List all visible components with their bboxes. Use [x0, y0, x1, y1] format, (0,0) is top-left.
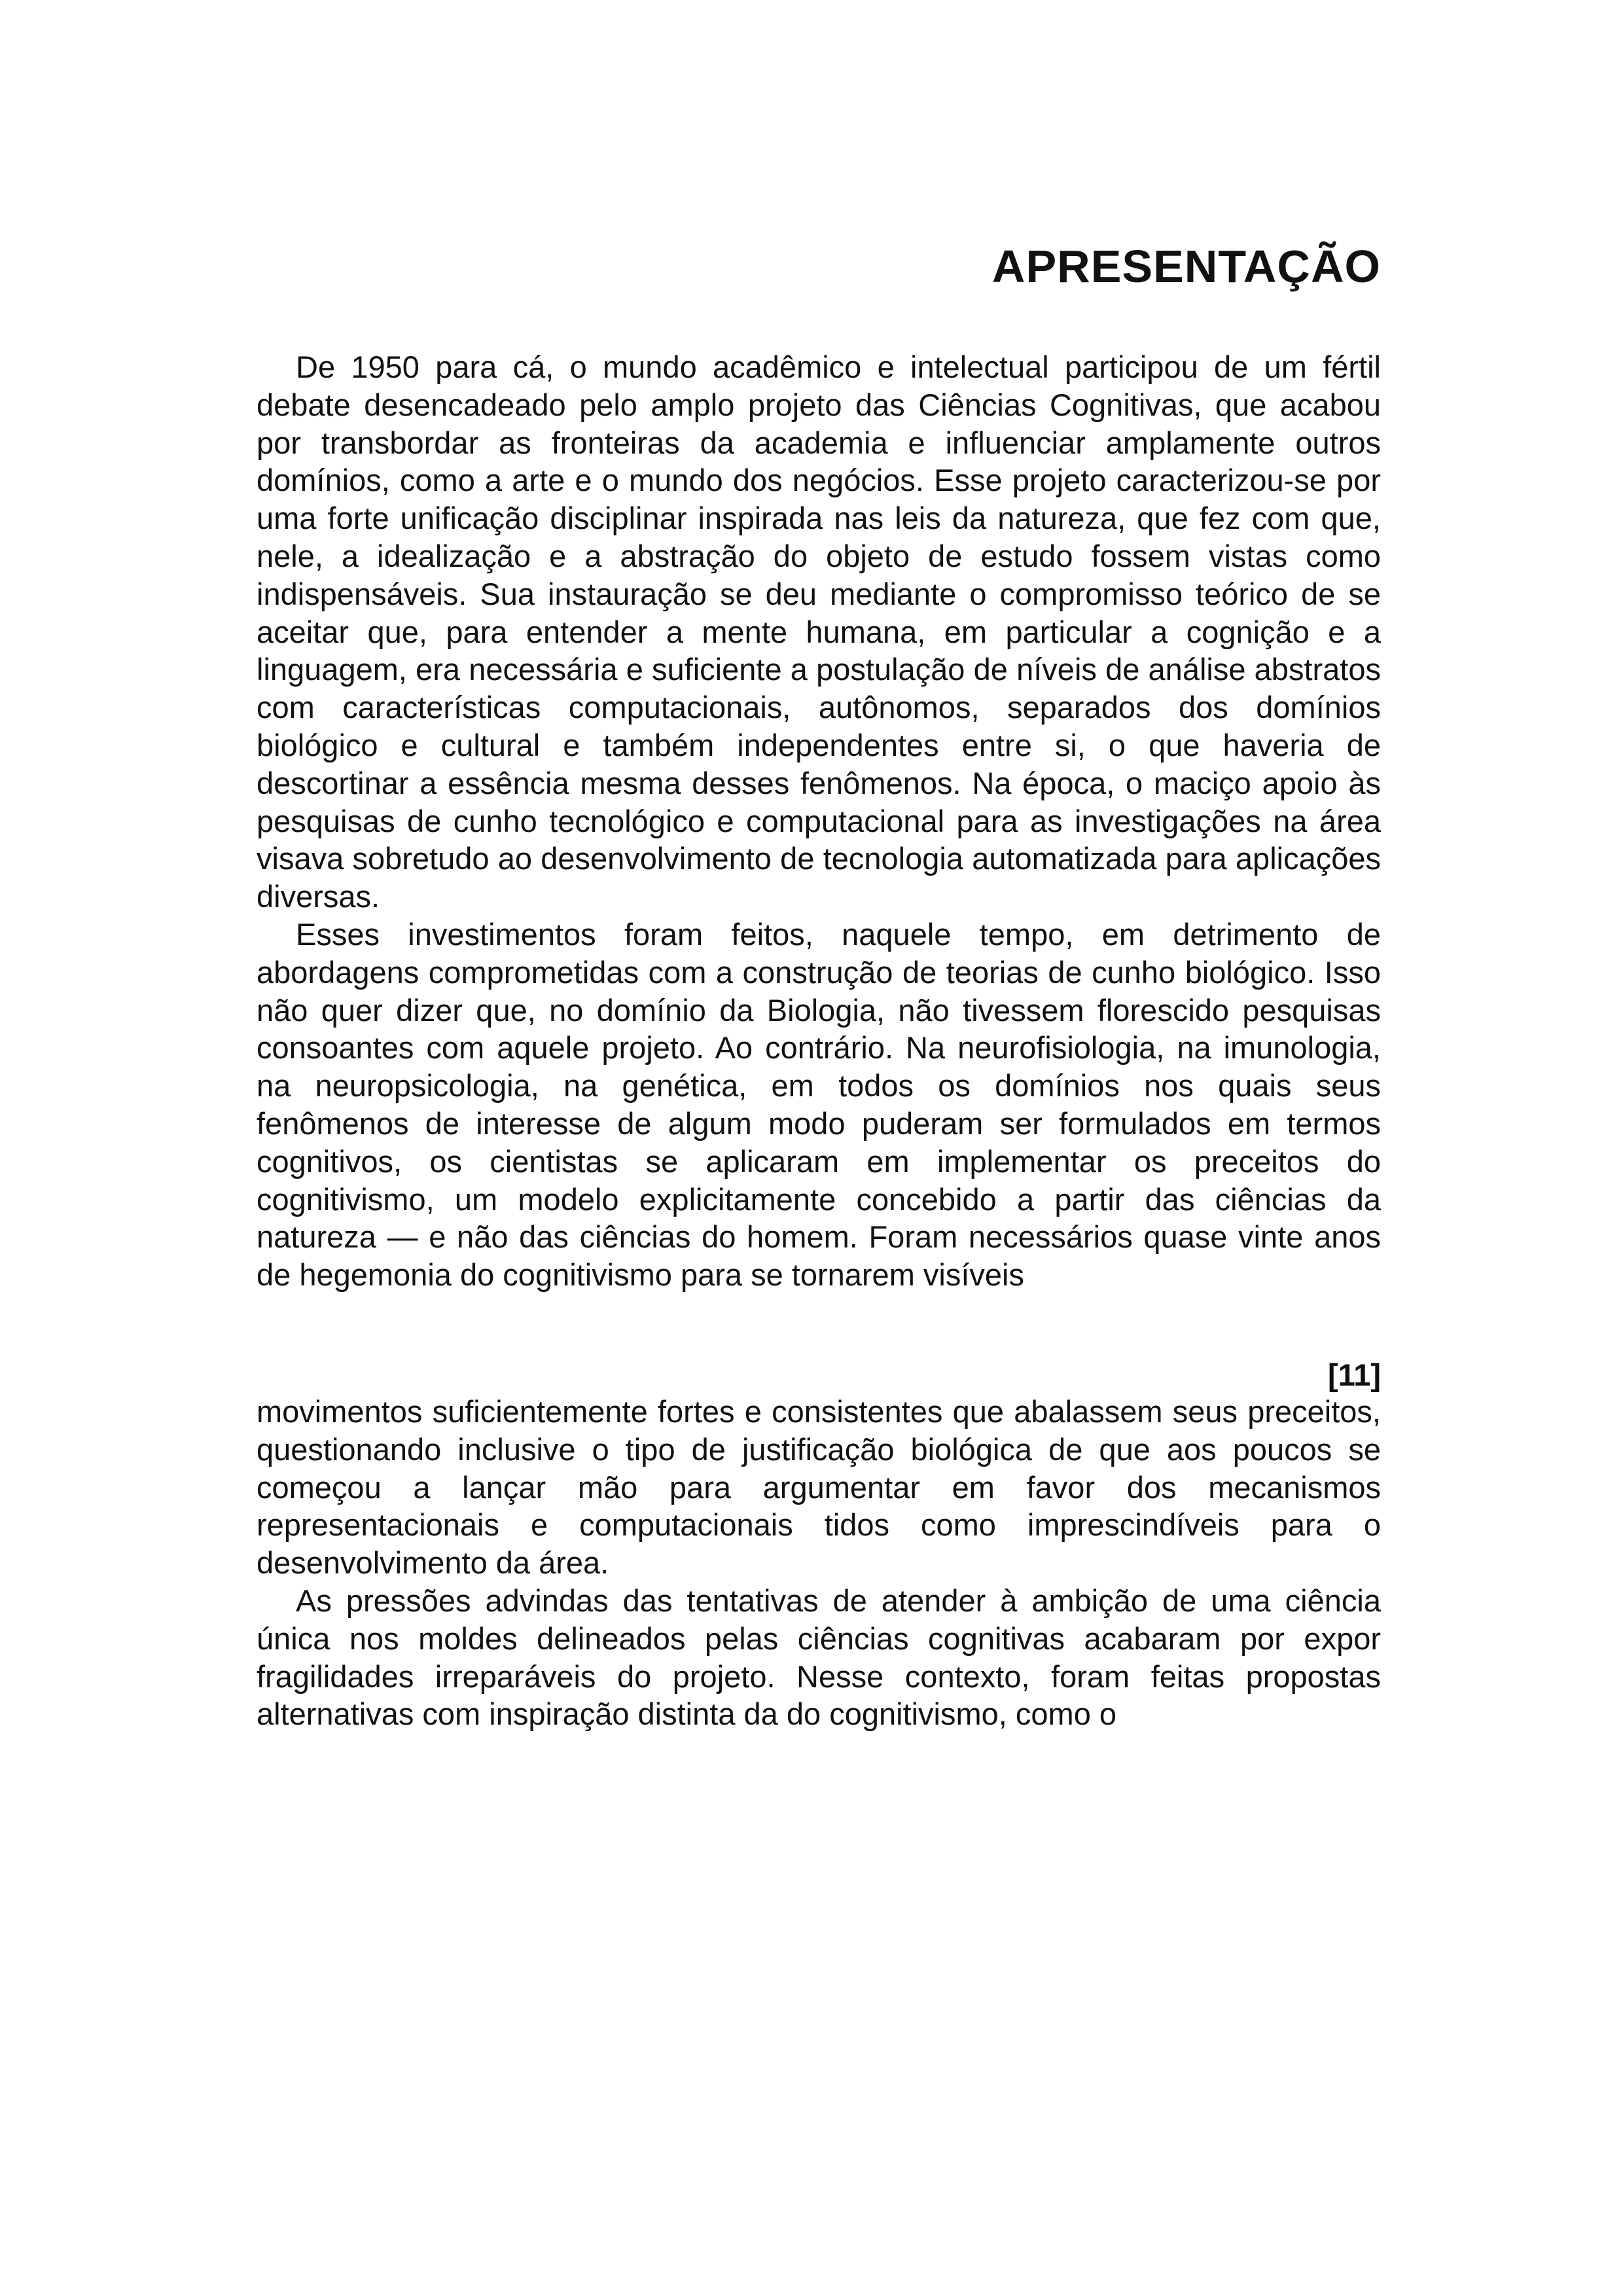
chapter-title: APRESENTAÇÃO: [991, 241, 1381, 292]
page-number: [11]: [1328, 1357, 1381, 1392]
paragraph-3: As pressões advindas das tentativas de atender à ambição de uma ciência única nos moldes delineados pelas ciências cognitivas acabaram por expor fragilidades irreparáveis do projeto. Nesse contexto, foram feitas propostas alternativas com inspiração distinta da do cognitivismo, como o: [257, 1583, 1381, 1732]
document-page: [257, 0, 1381, 2296]
text-block-lower: [257, 1393, 1381, 1733]
text-block-upper: [257, 348, 1381, 1294]
paragraph-2-continuation: movimentos suficientemente fortes e consistentes que abalassem seus preceitos, questionando inclusive o tipo de justificação biológica de que aos poucos se começou a lançar mão para argumentar em favor dos mecanismos representacionais e computacionais tidos como imprescindíveis para o desenvolvimento da área.: [257, 1394, 1381, 1581]
paragraph-2: Esses investimentos foram feitos, naquele tempo, em detrimento de abordagens comprometidas com a construção de teorias de cunho biológico. Isso não quer dizer que, no domínio da Biologia, não tivessem florescido pesquisas consoantes com aquele projeto. Ao contrário. Na neurofisiologia, na imunologia, na neuropsicologia, na genética, em todos os domínios nos quais seus fenômenos de interesse de algum modo puderam ser formulados em termos cognitivos, os cientistas se aplicaram em implementar os preceitos do cognitivismo, um modelo explicitamente concebido a partir das ciências da natureza — e não das ciências do homem. Foram necessários quase vinte anos de hegemonia do cognitivismo para se tornarem visíveis: [257, 916, 1381, 1293]
paragraph-1: De 1950 para cá, o mundo acadêmico e intelectual participou de um fértil debate desencadeado pelo amplo projeto das Ciências Cognitivas, que acabou por transbordar as fronteiras da academia e influenciar amplamente outros domínios, como a arte e o mundo dos negócios. Esse projeto caracterizou-se por uma forte unificação disciplinar inspirada nas leis da natureza, que fez com que, nele, a idealização e a abstração do objeto de estudo fossem vistas como indispensáveis. Sua instauração se deu mediante o compromisso teórico de se aceitar que, para entender a mente humana, em particular a cognição e a linguagem, era necessária e suficiente a postulação de níveis de análise abstratos com características computacionais, autônomos, separados dos domínios biológico e cultural e também independentes entre si, o que haveria de descortinar a essência mesma desses fenômenos. Na época, o maciço apoio às pesquisas de cunho tecnológico e computacional para as investigações na área visava sobretudo ao desenvolvimento de tecnologia automatizada para aplicações diversas.: [257, 350, 1381, 914]
